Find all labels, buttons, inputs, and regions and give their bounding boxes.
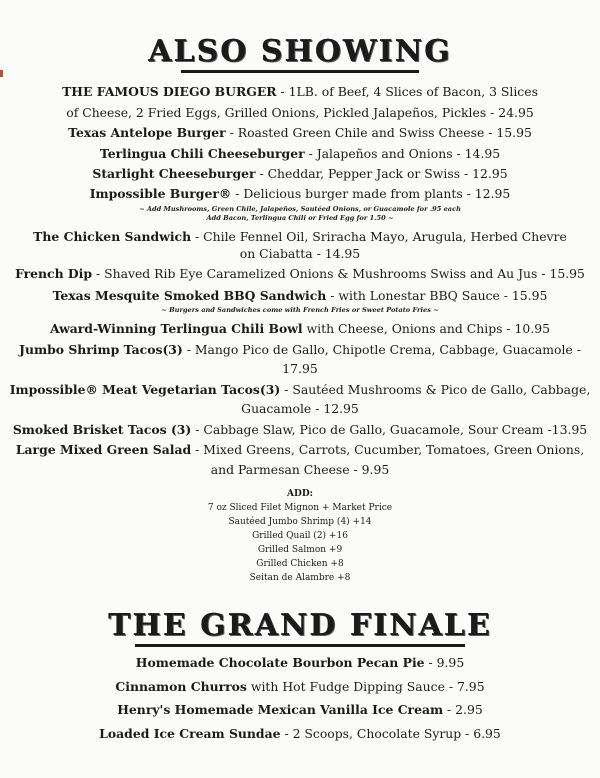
item-name: Homemade Chocolate Bourbon Pecan Pie (135, 655, 425, 670)
item-desc: - 2 Scoops, Chocolate Syrup - 6.95 (280, 726, 501, 741)
item-name: Starlight Cheeseburger (92, 166, 256, 181)
item-name: Loaded Ice Cream Sundae (99, 726, 281, 741)
title-underline (135, 644, 465, 647)
item-name: Henry's Homemade Mexican Vanilla Ice Cream (117, 702, 444, 717)
item-name: Cinnamon Churros (115, 679, 247, 694)
menu-item (8, 382, 592, 397)
item-desc: on Ciabatta - 14.95 (239, 246, 361, 261)
item-name: THE FAMOUS DIEGO BURGER (62, 84, 277, 99)
item-desc: Guacamole - 12.95 (241, 401, 359, 416)
menu-item-continued (8, 401, 592, 416)
item-name: Jumbo Shrimp Tacos(3) (19, 342, 183, 357)
item-name: French Dip (15, 266, 93, 281)
item-desc: - Mixed Greens, Carrots, Cucumber, Tomatoes, Green Onions, (191, 442, 585, 457)
add-item: Sautéed Jumbo Shrimp (4) +14 (228, 517, 372, 527)
item-desc: with Cheese, Onions and Chips - 10.95 (302, 321, 551, 336)
item-desc: - with Lonestar BBQ Sauce - 15.95 (326, 288, 548, 303)
menu-item (8, 342, 592, 357)
item-name: Impossible Burger® (89, 186, 232, 201)
item-name: Terlingua Chili Cheeseburger (99, 146, 305, 161)
item-name: Large Mixed Green Salad (15, 442, 192, 457)
item-desc: - Jalapeños and Onions - 14.95 (304, 146, 501, 161)
add-ons-note: ~ Add Mushrooms, Green Chile, Jalapeños, Sautéed Onions, or Guacamole for .95 each (139, 205, 461, 213)
item-desc: - Sautéed Mushrooms & Pico de Gallo, Cabbage, (280, 382, 591, 397)
item-name: The Chicken Sandwich (33, 229, 192, 244)
menu-item (8, 146, 592, 161)
also-showing-heading (0, 34, 600, 73)
add-item: 7 oz Sliced Filet Mignon + Market Price (207, 503, 393, 513)
dessert-item (8, 702, 592, 717)
sides-note: ~ Burgers and Sandwiches come with French Fries or Sweet Potato Fries ~ (161, 306, 439, 314)
add-item: Seitan de Alambre +8 (249, 573, 351, 583)
menu-item (8, 166, 592, 181)
item-desc: - Mango Pico de Gallo, Chipotle Crema, Cabbage, Guacamole - (182, 342, 581, 357)
item-name: Impossible® Meat Vegetarian Tacos(3) (9, 382, 281, 397)
section-title: THE GRAND FINALE (108, 608, 492, 643)
item-desc: - Chile Fennel Oil, Sriracha Mayo, Arugula, Herbed Chevre (191, 229, 567, 244)
menu-item (8, 266, 592, 281)
item-desc: - Roasted Green Chile and Swiss Cheese - 15.95 (225, 125, 532, 140)
menu-item-continued (8, 462, 592, 477)
menu-item (8, 288, 592, 303)
menu-item (8, 422, 592, 437)
item-name: Texas Mesquite Smoked BBQ Sandwich (52, 288, 327, 303)
menu-item (8, 321, 592, 336)
menu-item (8, 229, 592, 244)
item-desc: and Parmesan Cheese - 9.95 (210, 462, 390, 477)
item-desc: - Shaved Rib Eye Caramelized Onions & Mushrooms Swiss and Au Jus - 15.95 (92, 266, 585, 281)
item-desc: - Delicious burger made from plants - 12.95 (231, 186, 511, 201)
menu-item-continued (8, 105, 592, 120)
add-item: Grilled Salmon +9 (257, 545, 343, 555)
title-underline (181, 70, 419, 73)
item-desc: - Cabbage Slaw, Pico de Gallo, Guacamole, Sour Cream -13.95 (191, 422, 588, 437)
item-desc: of Cheese, 2 Fried Eggs, Grilled Onions, Pickled Jalapeños, Pickles - 24.95 (66, 105, 534, 120)
dessert-item (8, 679, 592, 694)
item-name: Award-Winning Terlingua Chili Bowl (49, 321, 303, 336)
menu-item-continued (8, 246, 592, 261)
item-desc: - 2.95 (443, 702, 483, 717)
section-title: ALSO SHOWING (148, 34, 452, 69)
dessert-item (8, 655, 592, 670)
menu-item-continued (8, 361, 592, 376)
add-item: Grilled Quail (2) +16 (252, 531, 348, 541)
grand-finale-heading (0, 608, 600, 647)
item-desc: with Hot Fudge Dipping Sauce - 7.95 (246, 679, 485, 694)
item-desc: - 9.95 (424, 655, 465, 670)
item-name: Smoked Brisket Tacos (3) (12, 422, 192, 437)
menu-item (8, 186, 592, 201)
dessert-item (8, 726, 592, 741)
item-desc: - 1LB. of Beef, 4 Slices of Bacon, 3 Slices (276, 84, 538, 99)
add-item: Grilled Chicken +8 (256, 559, 344, 569)
item-desc: - Cheddar, Pepper Jack or Swiss - 12.95 (255, 166, 508, 181)
add-ons-note: Add Bacon, Terlingua Chili or Fried Egg for 1.50 ~ (206, 214, 394, 222)
item-desc: 17.95 (282, 361, 318, 376)
menu-item (8, 84, 592, 99)
add-title: ADD: (287, 489, 313, 499)
menu-item (8, 442, 592, 457)
menu-item (8, 125, 592, 140)
item-name: Texas Antelope Burger (68, 125, 226, 140)
